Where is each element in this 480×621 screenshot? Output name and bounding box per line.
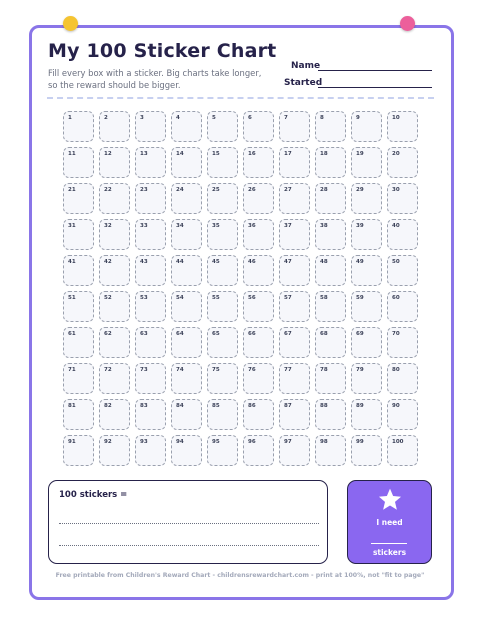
sticker-box[interactable]	[315, 255, 346, 286]
sticker-box[interactable]	[135, 111, 166, 142]
sticker-box[interactable]	[63, 399, 94, 430]
sticker-box-number: 3	[140, 115, 144, 121]
sticker-box-number: 9	[356, 115, 360, 121]
sticker-box[interactable]	[279, 111, 310, 142]
sticker-box-number: 61	[68, 331, 76, 337]
sticker-box[interactable]	[63, 435, 94, 466]
sticker-box[interactable]	[351, 327, 382, 358]
sticker-box-number: 40	[392, 223, 400, 229]
sticker-box[interactable]	[63, 363, 94, 394]
sticker-box-number: 35	[212, 223, 220, 229]
sticker-box[interactable]	[315, 291, 346, 322]
sticker-box-number: 20	[392, 151, 400, 157]
sticker-box-number: 65	[212, 331, 220, 337]
sticker-box[interactable]	[99, 399, 130, 430]
sticker-box-number: 25	[212, 187, 220, 193]
sticker-box-number: 100	[392, 439, 404, 445]
sticker-box[interactable]	[387, 255, 418, 286]
sticker-box[interactable]	[207, 147, 238, 178]
sticker-box-number: 76	[248, 367, 256, 373]
sticker-box[interactable]	[387, 435, 418, 466]
sticker-box[interactable]	[135, 399, 166, 430]
sticker-box-number: 67	[284, 331, 292, 337]
sticker-box-number: 27	[284, 187, 292, 193]
sticker-box-number: 87	[284, 403, 292, 409]
sticker-box-number: 24	[176, 187, 184, 193]
sticker-box[interactable]	[351, 255, 382, 286]
sticker-box[interactable]	[243, 183, 274, 214]
sticker-box-number: 54	[176, 295, 184, 301]
sticker-box[interactable]	[171, 219, 202, 250]
sticker-box[interactable]	[207, 327, 238, 358]
sticker-box[interactable]	[387, 327, 418, 358]
sticker-box[interactable]	[351, 435, 382, 466]
sticker-box-number: 50	[392, 259, 400, 265]
sticker-box-number: 14	[176, 151, 184, 157]
sticker-box-number: 88	[320, 403, 328, 409]
sticker-box[interactable]	[351, 111, 382, 142]
sticker-box[interactable]	[207, 255, 238, 286]
need-label: I need	[376, 518, 403, 527]
sticker-box[interactable]	[243, 147, 274, 178]
need-count-field[interactable]	[371, 543, 407, 544]
sticker-box[interactable]	[135, 183, 166, 214]
sticker-box[interactable]	[351, 183, 382, 214]
sticker-box[interactable]	[135, 327, 166, 358]
sticker-box-number: 28	[320, 187, 328, 193]
sticker-box-number: 1	[68, 115, 72, 121]
sticker-box[interactable]	[171, 291, 202, 322]
sticker-box[interactable]	[387, 399, 418, 430]
sticker-box-number: 79	[356, 367, 364, 373]
sticker-box-number: 55	[212, 295, 220, 301]
sticker-box-number: 6	[248, 115, 252, 121]
sticker-box-number: 86	[248, 403, 256, 409]
sticker-box-number: 43	[140, 259, 148, 265]
sticker-box[interactable]	[315, 363, 346, 394]
sticker-box-number: 98	[320, 439, 328, 445]
reward-heading: 100 stickers =	[59, 490, 128, 500]
sticker-box-number: 89	[356, 403, 364, 409]
sticker-box-number: 93	[140, 439, 148, 445]
sticker-box[interactable]	[351, 363, 382, 394]
sticker-box-number: 12	[104, 151, 112, 157]
sticker-box-number: 49	[356, 259, 364, 265]
sticker-box-number: 7	[284, 115, 288, 121]
sticker-box-number: 8	[320, 115, 324, 121]
sticker-box-number: 75	[212, 367, 220, 373]
sticker-box[interactable]	[171, 435, 202, 466]
sticker-box[interactable]	[387, 111, 418, 142]
sticker-box-number: 47	[284, 259, 292, 265]
sticker-box[interactable]	[243, 399, 274, 430]
sticker-box[interactable]	[243, 363, 274, 394]
sticker-box-number: 21	[68, 187, 76, 193]
sticker-box-number: 99	[356, 439, 364, 445]
sticker-box-number: 22	[104, 187, 112, 193]
sticker-box[interactable]	[279, 399, 310, 430]
started-label: Started	[284, 78, 323, 88]
sticker-box-number: 29	[356, 187, 364, 193]
sticker-box[interactable]	[387, 291, 418, 322]
sticker-box[interactable]	[387, 219, 418, 250]
sticker-box-number: 68	[320, 331, 328, 337]
sticker-box[interactable]	[387, 363, 418, 394]
sticker-box[interactable]	[279, 435, 310, 466]
sticker-box[interactable]	[351, 399, 382, 430]
sticker-box[interactable]	[279, 219, 310, 250]
sticker-box[interactable]	[171, 183, 202, 214]
sticker-box-number: 51	[68, 295, 76, 301]
sticker-box[interactable]	[99, 111, 130, 142]
sticker-box[interactable]	[207, 435, 238, 466]
sticker-box[interactable]	[63, 219, 94, 250]
sticker-box-number: 74	[176, 367, 184, 373]
sticker-box[interactable]	[99, 147, 130, 178]
started-field[interactable]	[318, 87, 432, 88]
sticker-box-number: 13	[140, 151, 148, 157]
sticker-box-number: 36	[248, 223, 256, 229]
sticker-box[interactable]	[315, 147, 346, 178]
sticker-box-number: 42	[104, 259, 112, 265]
sticker-box[interactable]	[207, 111, 238, 142]
sticker-box[interactable]	[135, 363, 166, 394]
sticker-box[interactable]	[207, 363, 238, 394]
sticker-box-number: 26	[248, 187, 256, 193]
sticker-box-number: 94	[176, 439, 184, 445]
sticker-box[interactable]	[315, 327, 346, 358]
sticker-box-number: 62	[104, 331, 112, 337]
sticker-box[interactable]	[243, 111, 274, 142]
sticker-box-number: 84	[176, 403, 184, 409]
sticker-box-number: 5	[212, 115, 216, 121]
stickers-needed-box	[347, 480, 432, 564]
sticker-box[interactable]	[387, 183, 418, 214]
sticker-box[interactable]	[171, 111, 202, 142]
sticker-box[interactable]	[63, 183, 94, 214]
sticker-box[interactable]	[63, 255, 94, 286]
sticker-box-number: 57	[284, 295, 292, 301]
pin-icon-yellow	[63, 16, 78, 31]
sticker-box[interactable]	[207, 219, 238, 250]
sticker-box[interactable]	[243, 219, 274, 250]
sticker-box[interactable]	[387, 147, 418, 178]
sticker-box-number: 59	[356, 295, 364, 301]
sticker-box[interactable]	[315, 399, 346, 430]
sticker-box[interactable]	[207, 291, 238, 322]
name-field[interactable]	[318, 70, 432, 71]
sticker-box-number: 38	[320, 223, 328, 229]
need-unit-label: stickers	[372, 548, 407, 557]
sticker-box[interactable]	[171, 363, 202, 394]
sticker-box-number: 18	[320, 151, 328, 157]
header-divider	[47, 97, 434, 99]
sticker-box[interactable]	[351, 291, 382, 322]
page-title: My 100 Sticker Chart	[48, 40, 277, 62]
sticker-box[interactable]	[351, 219, 382, 250]
sticker-box[interactable]	[279, 147, 310, 178]
footer-note: Free printable from Children's Reward Chart - childrensrewardchart.com - print at 100%, not "fit to page"	[55, 572, 425, 579]
sticker-box[interactable]	[315, 183, 346, 214]
sticker-box[interactable]	[171, 327, 202, 358]
sticker-box-number: 15	[212, 151, 220, 157]
page-subtitle: Fill every box with a sticker. Big charts take longer, so the reward should be bigger.	[48, 68, 262, 90]
sticker-box-number: 4	[176, 115, 180, 121]
sticker-box[interactable]	[63, 291, 94, 322]
sticker-box-number: 46	[248, 259, 256, 265]
sticker-box-number: 16	[248, 151, 256, 157]
sticker-box-number: 34	[176, 223, 184, 229]
sticker-box-number: 53	[140, 295, 148, 301]
sticker-box[interactable]	[279, 291, 310, 322]
reward-box	[48, 480, 328, 564]
sticker-box-number: 63	[140, 331, 148, 337]
sticker-box-number: 58	[320, 295, 328, 301]
reward-write-line[interactable]	[59, 523, 319, 524]
sticker-box-number: 64	[176, 331, 184, 337]
sticker-box-number: 66	[248, 331, 256, 337]
sticker-box[interactable]	[99, 435, 130, 466]
name-label: Name	[291, 61, 321, 71]
sticker-box[interactable]	[99, 183, 130, 214]
sticker-box[interactable]	[99, 291, 130, 322]
sticker-box[interactable]	[279, 363, 310, 394]
sticker-box-number: 39	[356, 223, 364, 229]
sticker-box-number: 96	[248, 439, 256, 445]
sticker-box-number: 80	[392, 367, 400, 373]
sticker-box-number: 60	[392, 295, 400, 301]
sticker-box-number: 44	[176, 259, 184, 265]
sticker-box-number: 17	[284, 151, 292, 157]
sticker-box-number: 69	[356, 331, 364, 337]
sticker-box[interactable]	[243, 435, 274, 466]
sticker-box-number: 2	[104, 115, 108, 121]
sticker-box[interactable]	[63, 147, 94, 178]
sticker-box[interactable]	[243, 255, 274, 286]
sticker-box[interactable]	[315, 219, 346, 250]
star-icon	[377, 487, 403, 512]
sticker-box-number: 83	[140, 403, 148, 409]
sticker-box-number: 10	[392, 115, 400, 121]
sticker-box[interactable]	[135, 255, 166, 286]
sticker-box[interactable]	[351, 147, 382, 178]
reward-write-line[interactable]	[59, 545, 319, 546]
sticker-box-number: 71	[68, 367, 76, 373]
sticker-box-number: 32	[104, 223, 112, 229]
sticker-box-number: 85	[212, 403, 220, 409]
sticker-box-number: 77	[284, 367, 292, 373]
sticker-box-number: 45	[212, 259, 220, 265]
sticker-box[interactable]	[135, 435, 166, 466]
sticker-box-number: 70	[392, 331, 400, 337]
sticker-box[interactable]	[207, 399, 238, 430]
sticker-box[interactable]	[279, 255, 310, 286]
sticker-box[interactable]	[315, 435, 346, 466]
sticker-box[interactable]	[63, 111, 94, 142]
sticker-box-number: 73	[140, 367, 148, 373]
sticker-box[interactable]	[279, 183, 310, 214]
sticker-box[interactable]	[63, 327, 94, 358]
sticker-box-number: 82	[104, 403, 112, 409]
sticker-box-number: 31	[68, 223, 76, 229]
sticker-box-number: 23	[140, 187, 148, 193]
sticker-box-number: 30	[392, 187, 400, 193]
sticker-box[interactable]	[135, 291, 166, 322]
sticker-box-number: 48	[320, 259, 328, 265]
sticker-box[interactable]	[243, 291, 274, 322]
sticker-grid	[63, 111, 418, 466]
sticker-box-number: 90	[392, 403, 400, 409]
sticker-box[interactable]	[99, 219, 130, 250]
sticker-box-number: 19	[356, 151, 364, 157]
sticker-box[interactable]	[135, 147, 166, 178]
sticker-box-number: 41	[68, 259, 76, 265]
sticker-box-number: 11	[68, 151, 76, 157]
sticker-box-number: 92	[104, 439, 112, 445]
sticker-box[interactable]	[171, 399, 202, 430]
pin-icon-pink	[400, 16, 415, 31]
sticker-box[interactable]	[315, 111, 346, 142]
sticker-box-number: 56	[248, 295, 256, 301]
sticker-box[interactable]	[279, 327, 310, 358]
sticker-box[interactable]	[99, 255, 130, 286]
sticker-box[interactable]	[135, 219, 166, 250]
sticker-box-number: 72	[104, 367, 112, 373]
sticker-box-number: 97	[284, 439, 292, 445]
sticker-box-number: 91	[68, 439, 76, 445]
sticker-box-number: 81	[68, 403, 76, 409]
sticker-box[interactable]	[171, 147, 202, 178]
sticker-box[interactable]	[99, 363, 130, 394]
sticker-box[interactable]	[243, 327, 274, 358]
sticker-box[interactable]	[99, 327, 130, 358]
sticker-box-number: 78	[320, 367, 328, 373]
sticker-box-number: 52	[104, 295, 112, 301]
sticker-box-number: 95	[212, 439, 220, 445]
sticker-box-number: 33	[140, 223, 148, 229]
sticker-box[interactable]	[171, 255, 202, 286]
sticker-box-number: 37	[284, 223, 292, 229]
sticker-box[interactable]	[207, 183, 238, 214]
